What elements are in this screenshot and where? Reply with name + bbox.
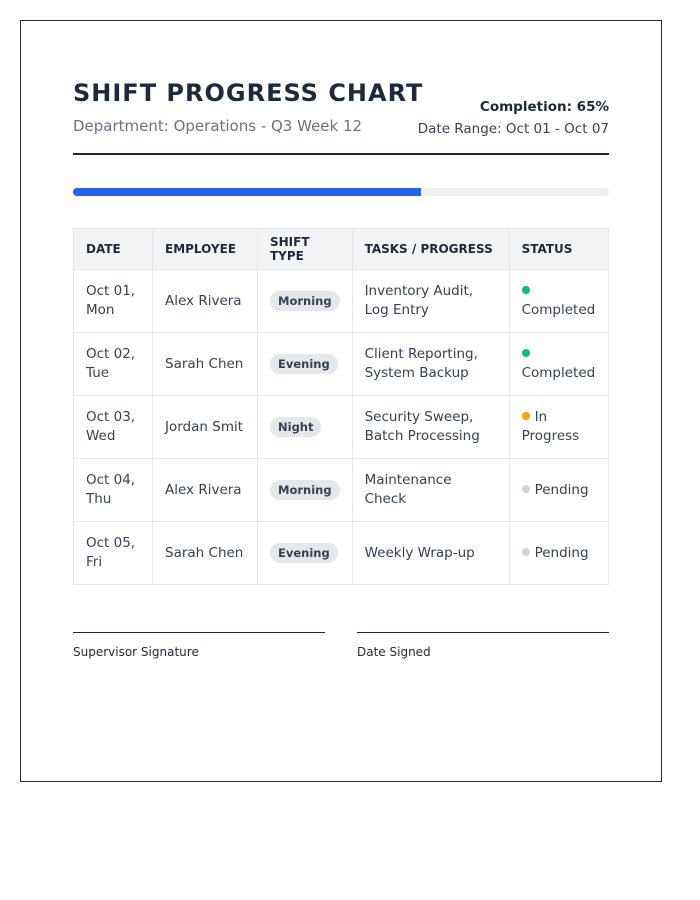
table-row <box>74 333 609 396</box>
cell-employee: Sarah Chen <box>153 333 258 396</box>
cell-tasks: Client Reporting, System Backup <box>352 333 509 396</box>
date-line-1: Oct 02, <box>86 346 136 362</box>
cell-date <box>74 522 153 585</box>
date-line-1: Oct 04, <box>86 472 136 488</box>
date-line-2: Mon <box>86 302 115 318</box>
column-header-status: STATUS <box>509 229 608 270</box>
status-text: Pending <box>534 544 589 561</box>
table-row <box>74 522 609 585</box>
cell-employee: Sarah Chen <box>153 522 258 585</box>
cell-shift-type <box>258 522 353 585</box>
cell-status <box>509 459 608 522</box>
shift-badge: Night <box>270 417 321 437</box>
column-header-shift-type: SHIFT TYPE <box>258 229 353 270</box>
cell-date <box>74 459 153 522</box>
date-signed-label: Date Signed <box>357 645 431 659</box>
date-line-1: Oct 03, <box>86 409 136 425</box>
date-line-1: Oct 05, <box>86 535 136 551</box>
status-text: In Progress <box>521 409 580 444</box>
table-row <box>74 459 609 522</box>
cell-tasks: Maintenance Check <box>352 459 509 522</box>
date-line-1: Oct 01, <box>86 283 136 299</box>
date-line-2: Thu <box>86 491 112 507</box>
cell-tasks: Inventory Audit, Log Entry <box>352 270 509 333</box>
cell-shift-type <box>258 333 353 396</box>
cell-shift-type <box>258 459 353 522</box>
cell-tasks: Weekly Wrap-up <box>352 522 509 585</box>
column-header-tasks: TASKS / PROGRESS <box>352 229 509 270</box>
table-header-row <box>74 229 609 270</box>
date-line-2: Tue <box>86 365 110 381</box>
page-title: SHIFT PROGRESS CHART <box>73 79 424 107</box>
cell-status <box>509 270 608 333</box>
cell-employee: Alex Rivera <box>153 459 258 522</box>
status-text: Pending <box>534 481 589 498</box>
cell-employee: Alex Rivera <box>153 270 258 333</box>
cell-date <box>74 270 153 333</box>
completion-label: Completion: 65% <box>479 99 609 115</box>
cell-date <box>74 396 153 459</box>
table-row <box>74 270 609 333</box>
date-range: Date Range: Oct 01 - Oct 07 <box>417 121 609 137</box>
document-page <box>20 20 662 782</box>
document-header <box>73 77 609 155</box>
status-text: Completed <box>521 302 596 318</box>
status-dot-icon <box>522 548 530 556</box>
cell-shift-type <box>258 396 353 459</box>
cell-date <box>74 333 153 396</box>
progress-fill <box>73 188 421 196</box>
cell-tasks: Security Sweep, Batch Processing <box>352 396 509 459</box>
cell-status <box>509 333 608 396</box>
cell-employee: Jordan Smit <box>153 396 258 459</box>
shift-table <box>73 228 609 585</box>
shift-badge: Morning <box>270 291 340 311</box>
shift-badge: Evening <box>270 354 338 374</box>
shift-badge: Evening <box>270 543 338 563</box>
column-header-date: DATE <box>74 229 153 270</box>
cell-status <box>509 522 608 585</box>
status-dot-icon <box>522 286 530 294</box>
cell-status <box>509 396 608 459</box>
cell-shift-type <box>258 270 353 333</box>
header-meta <box>418 99 609 137</box>
progress-bar <box>73 188 609 196</box>
status-dot-icon <box>522 412 530 420</box>
supervisor-signature-label: Supervisor Signature <box>73 645 199 659</box>
table-row <box>74 396 609 459</box>
status-dot-icon <box>522 485 530 493</box>
shift-badge: Morning <box>270 480 340 500</box>
date-signed-line <box>357 632 609 659</box>
supervisor-signature-line <box>73 632 325 659</box>
status-dot-icon <box>522 349 530 357</box>
date-line-2: Wed <box>86 428 116 444</box>
date-line-2: Fri <box>86 554 103 570</box>
column-header-employee: EMPLOYEE <box>153 229 258 270</box>
status-text: Completed <box>521 365 596 381</box>
department-subtitle: Department: Operations - Q3 Week 12 <box>73 117 363 135</box>
